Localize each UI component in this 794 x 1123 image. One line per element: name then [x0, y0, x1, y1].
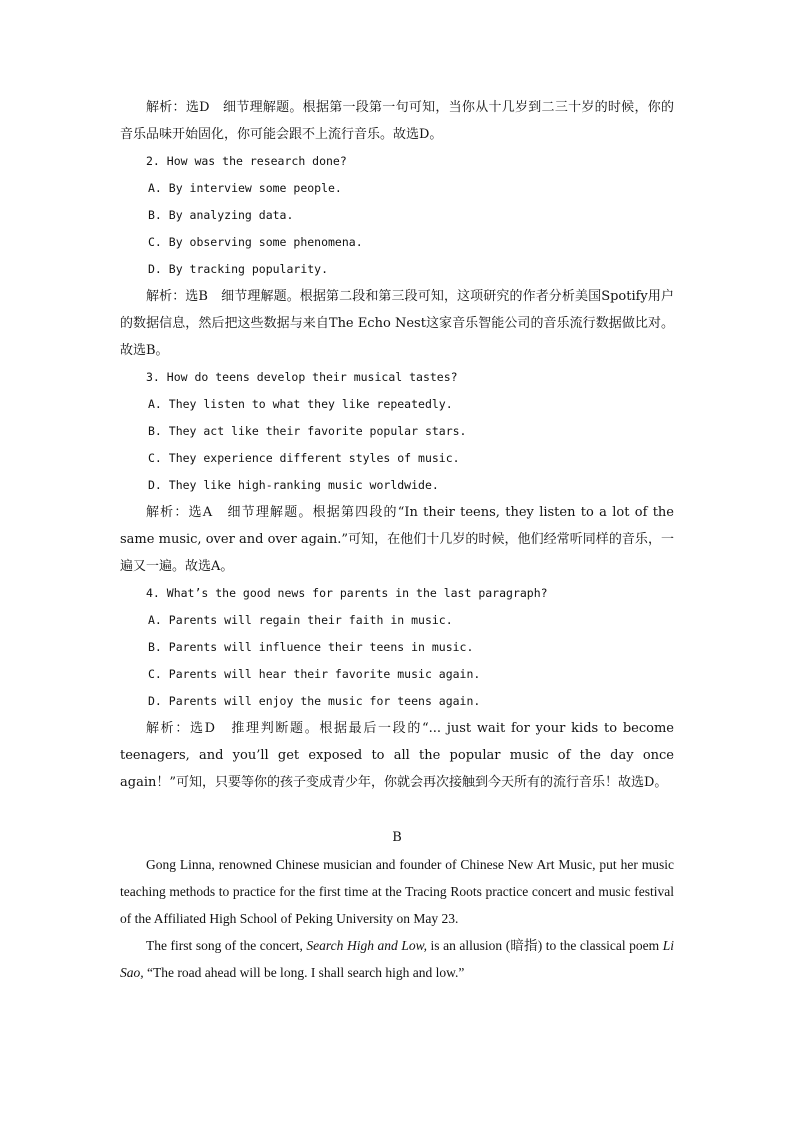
q3-question: 3. How do teens develop their musical tastes? — [146, 370, 458, 384]
para2-text-a: The first song of the concert, — [146, 938, 307, 953]
q4-option-c: C. Parents will hear their favorite music again. — [148, 667, 481, 681]
q4-analysis: 解析：选D 推理判断题。根据最后一段的“... just wait for your kids to become teenagers, and you’ll get exposed to all the popular music of the day once again！”可知，只要等你的孩子变成青少年，你就会再次接触到今天所有的流行音乐！故选D。 — [120, 721, 674, 790]
q4-option-d: D. Parents will enjoy the music for teens again. — [148, 694, 481, 708]
para2-text-c: “The road ahead will be long. I shall search high and low.” — [143, 965, 465, 980]
song-title: Search High and Low, — [306, 938, 427, 953]
q4-option-b: B. Parents will influence their teens in music. — [148, 640, 474, 654]
q1-analysis: 解析：选D 细节理解题。根据第一段第一句可知，当你从十几岁到二三十岁的时候，你的音乐品味开始固化，你可能会跟不上流行音乐。故选D。 — [120, 100, 674, 142]
q3-option-d: D. They like high-ranking music worldwide. — [148, 478, 439, 492]
passage-paragraph-1: Gong Linna, renowned Chinese musician and founder of Chinese New Art Music, put her music teaching methods to practice for the first time at the Tracing Roots practice concert and music festival of the Affiliated High School of Peking University on May 23. — [120, 857, 674, 926]
q2-option-d: D. By tracking popularity. — [148, 262, 329, 276]
passage-paragraph-2 — [120, 932, 674, 986]
q2-option-b: B. By analyzing data. — [148, 208, 294, 222]
q2-option-c: C. By observing some phenomena. — [148, 235, 363, 249]
para2-text-b: is an allusion (暗指) to the classical poem — [426, 938, 663, 953]
q2-analysis: 解析：选B 细节理解题。根据第二段和第三段可知，这项研究的作者分析美国Spotify用户的数据信息，然后把这些数据与来自The Echo Nest这家音乐智能公司的音乐流行数据做比对。故选B。 — [120, 289, 674, 358]
q3-analysis: 解析：选A 细节理解题。根据第四段的“In their teens, they listen to a lot of the same music, over and over again.”可知，在他们十几岁的时候，他们经常听同样的音乐，一遍又一遍。故选A。 — [120, 505, 674, 574]
q3-option-c: C. They experience different styles of music. — [148, 451, 460, 465]
q2-question: 2. How was the research done? — [146, 154, 347, 168]
q4-question: 4. What’s the good news for parents in the last paragraph? — [146, 586, 548, 600]
section-heading: B — [392, 830, 402, 845]
q4-option-a: A. Parents will regain their faith in music. — [148, 613, 453, 627]
q2-option-a: A. By interview some people. — [148, 181, 342, 195]
q3-option-b: B. They act like their favorite popular stars. — [148, 424, 467, 438]
document-page — [120, 94, 674, 986]
q3-option-a: A. They listen to what they like repeatedly. — [148, 397, 453, 411]
poem-title: Li Sao, — [120, 938, 674, 980]
